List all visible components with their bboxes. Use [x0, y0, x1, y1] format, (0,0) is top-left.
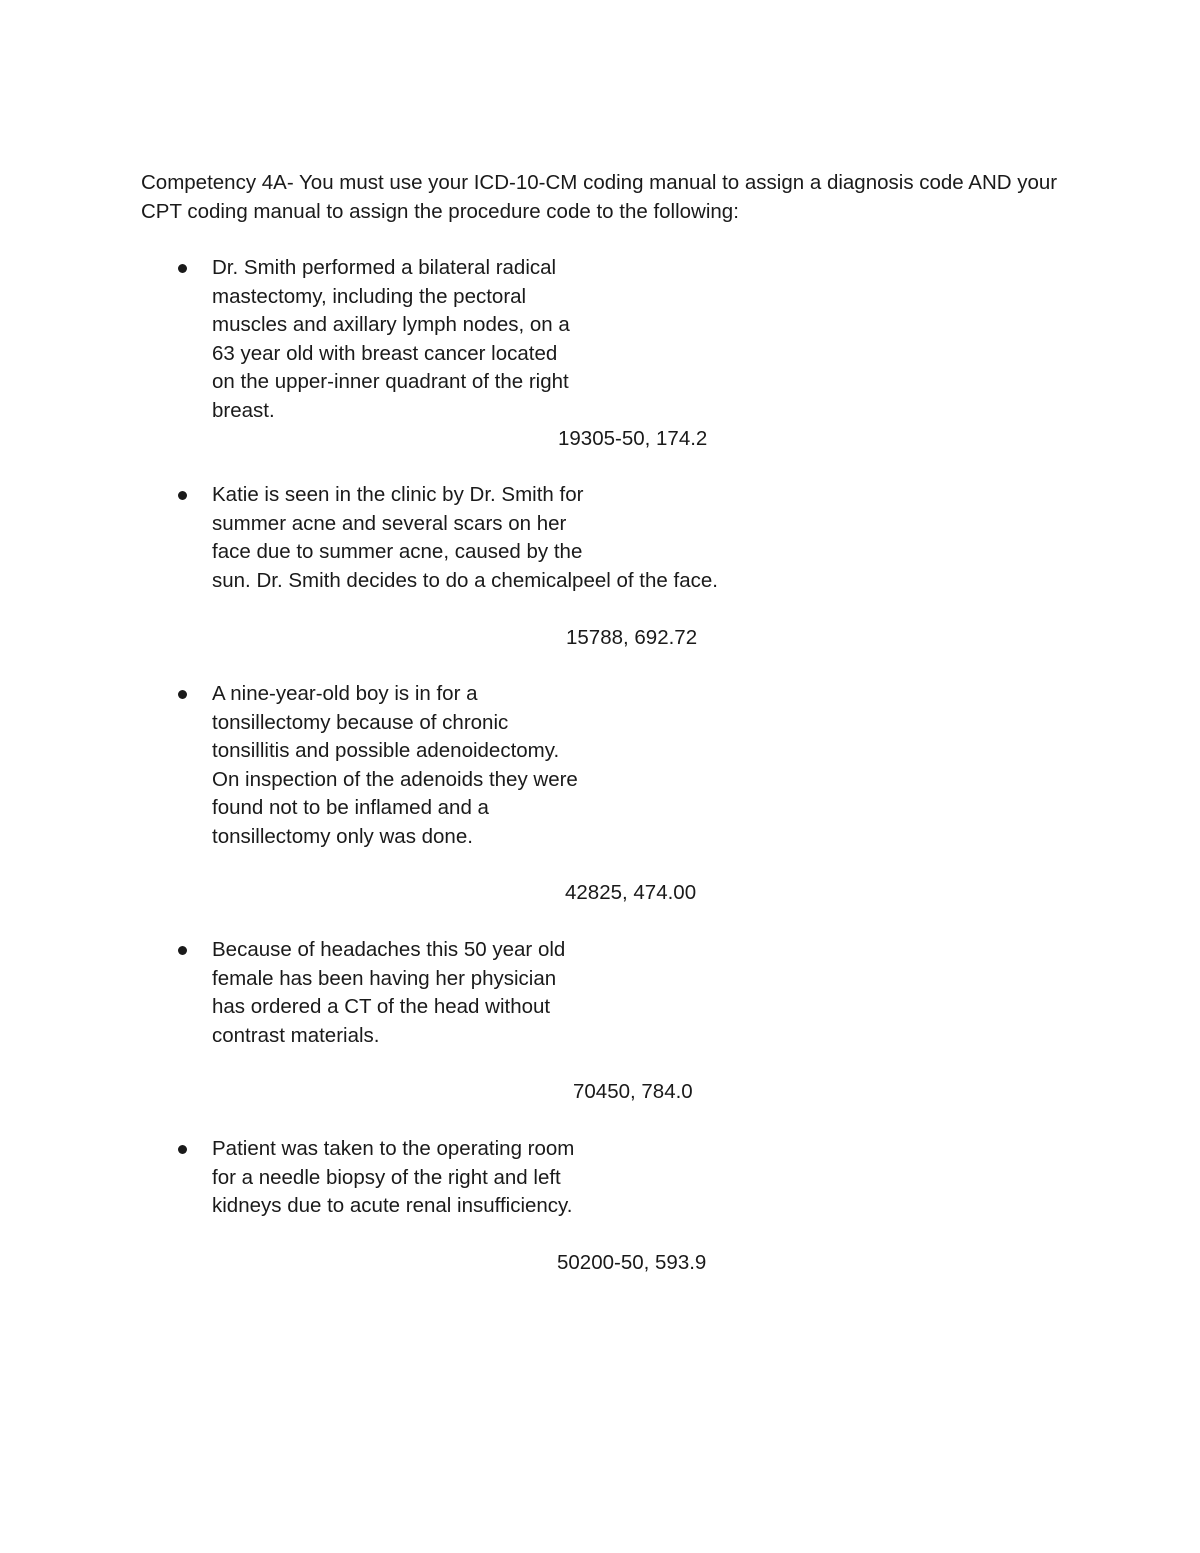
question-text: A nine-year-old boy is in for a tonsillectomy because of chronic tonsillitis and possible adenoidectomy. On inspection of the adenoids they were found not to be inflamed and a tonsillectomy only was done. [212, 682, 578, 848]
question-text: Dr. Smith performed a bilateral radical mastectomy, including the pectoral muscles and axillary lymph nodes, on a 63 year old with breast cancer located on the upper-inner quadrant of the right breast. [212, 256, 570, 422]
bullet-point [178, 946, 187, 955]
answer-codes: 15788, 692.72 [566, 626, 698, 649]
bullet-point [178, 491, 187, 500]
answer-codes: 42825, 474.00 [565, 881, 697, 904]
competency-instructions: Competency 4A- You must use your ICD-10-CM coding manual to assign a diagnosis code AND your CPT coding manual to assign the procedure code to the following: [141, 171, 1058, 223]
question-text: Patient was taken to the operating room for a needle biopsy of the right and left kidneys due to acute renal insufficiency. [212, 1137, 575, 1217]
answer-codes: 70450, 784.0 [573, 1080, 693, 1103]
bullet-point [178, 1145, 187, 1154]
answer-codes: 19305-50, 174.2 [558, 427, 708, 450]
answer-codes: 50200-50, 593.9 [557, 1251, 707, 1274]
question-text: Katie is seen in the clinic by Dr. Smith for summer acne and several scars on her face due to summer acne, caused by the sun. Dr. Smith decides to do a chemicalpeel of the face. [212, 483, 718, 592]
bullet-point [178, 264, 187, 273]
bullet-point [178, 690, 187, 699]
question-text: Because of headaches this 50 year old female has been having her physician has ordered a CT of the head without contrast materials. [212, 938, 566, 1047]
